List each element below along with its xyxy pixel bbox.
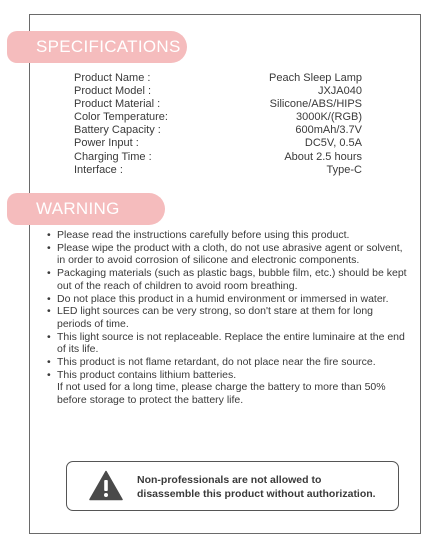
- spec-label: Battery Capacity :: [74, 124, 161, 137]
- warning-heading: WARNING: [36, 199, 120, 218]
- notice-text: [137, 473, 376, 501]
- spec-label: Color Temperature:: [74, 111, 168, 124]
- warning-item: • Do not place this product in a humid environment or immersed in water.: [47, 293, 407, 306]
- spec-row: [74, 164, 362, 177]
- warning-banner: [17, 193, 165, 225]
- spec-value: 600mAh/3.7V: [295, 124, 362, 137]
- warning-item: • Please read the instructions carefully before using this product.: [47, 229, 407, 242]
- warning-item: • This product is not flame retardant, do not place near the fire source.: [47, 356, 407, 369]
- warning-item: • LED light sources can be very strong, so don't stare at them for long periods of time.: [47, 305, 407, 330]
- warning-list: [47, 229, 407, 407]
- spec-value: Peach Sleep Lamp: [269, 72, 362, 84]
- warning-item: • Packaging materials (such as plastic bags, bubble film, etc.) should be kept out of the reach of children to avoid room breathing.: [47, 267, 407, 292]
- warning-item: • This light source is not replaceable. Replace the entire luminaire at the end of its life.: [47, 331, 407, 356]
- spec-value: Type-C: [326, 163, 362, 176]
- spec-value: JXJA040: [317, 85, 362, 98]
- spec-row: [74, 72, 362, 85]
- spec-label: Product Model :: [74, 85, 152, 98]
- spec-value: Silicone/ABS/HIPS: [269, 98, 362, 111]
- disassembly-notice: [66, 461, 399, 511]
- warning-item: • Please wipe the product with a cloth, do not use abrasive agent or solvent, in order to avoid corrosion of silicone and electronic components.: [47, 242, 407, 267]
- specifications-heading: SPECIFICATIONS: [36, 37, 181, 56]
- warning-item: • This product contains lithium batteries.: [47, 369, 407, 382]
- spec-row: [74, 98, 362, 111]
- spec-label: Charging Time :: [74, 150, 152, 163]
- notice-line-2: disassemble this product without authorization.: [137, 488, 376, 500]
- spec-label: Power Input :: [74, 137, 139, 150]
- notice-line-1: Non-professionals are not allowed to: [137, 474, 322, 486]
- spec-row: [74, 111, 362, 124]
- spec-value: 3000K/(RGB): [295, 111, 362, 124]
- spec-row: [74, 124, 362, 137]
- spec-label: Product Name :: [74, 72, 151, 84]
- spec-row: [74, 151, 362, 164]
- warning-item-continuation: If not used for a long time, please charge the battery to more than 50% before storage to protect the battery life.: [57, 381, 386, 407]
- spec-row: [74, 85, 362, 98]
- specifications-banner: [17, 31, 187, 63]
- spec-value: About 2.5 hours: [284, 150, 362, 163]
- spec-row: [74, 137, 362, 150]
- spec-label: Product Material :: [74, 98, 161, 111]
- spec-value: DC5V, 0.5A: [304, 137, 362, 150]
- spec-label: Interface :: [74, 163, 123, 176]
- specifications-table: [74, 72, 362, 177]
- warning-triangle-icon: [89, 470, 123, 501]
